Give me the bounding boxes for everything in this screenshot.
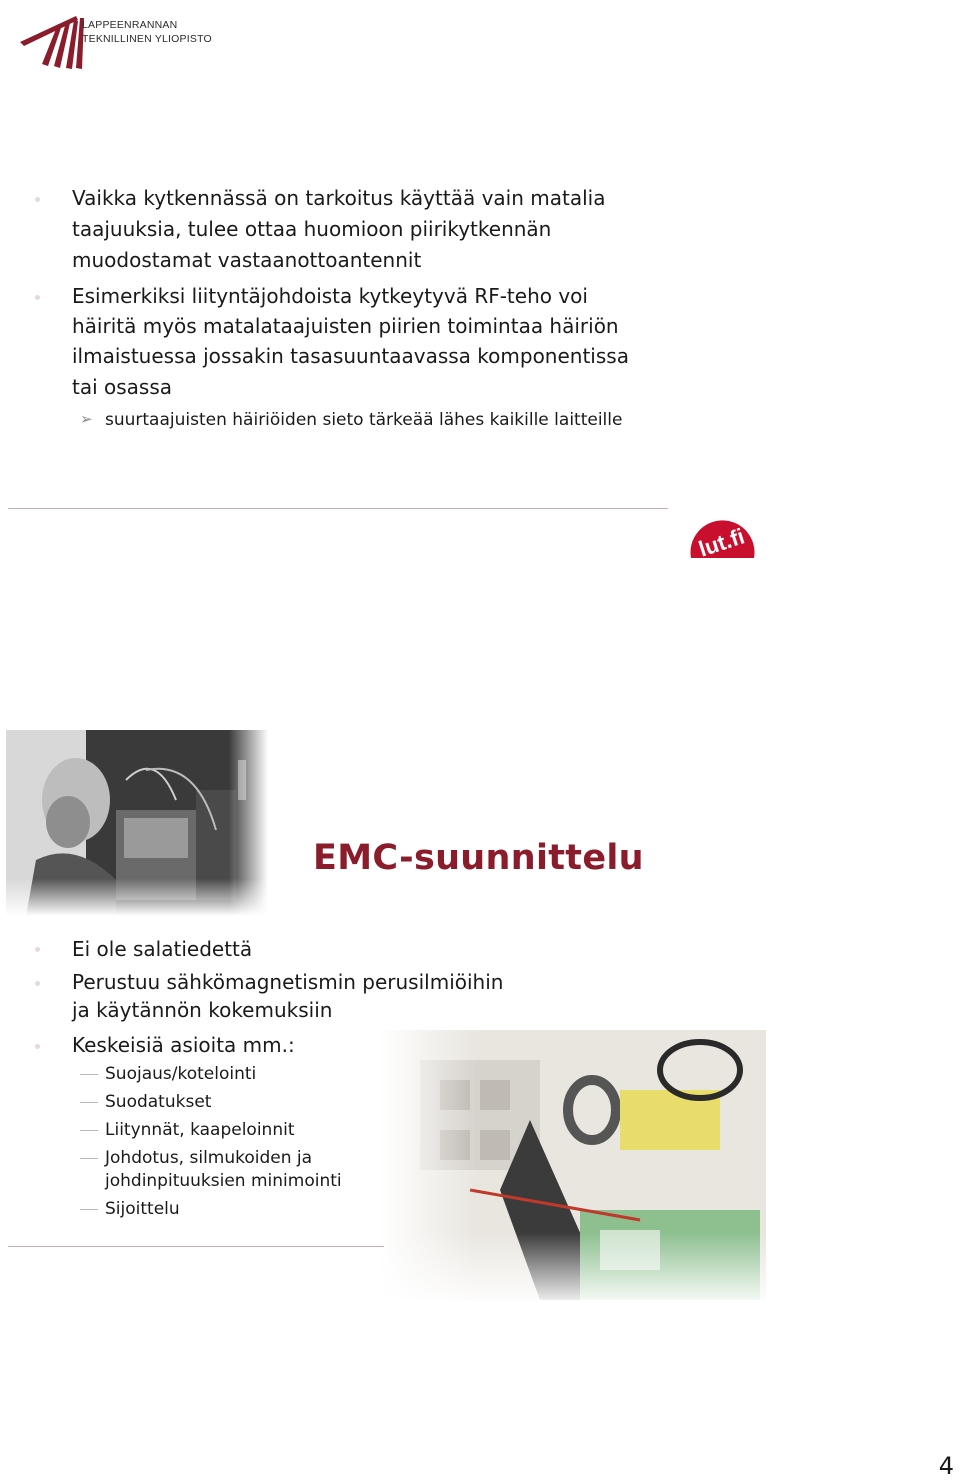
lut-fi-logo xyxy=(688,506,758,564)
bullet-dot xyxy=(35,981,40,986)
subitem-3: Liitynnät, kaapeloinnit xyxy=(105,1120,295,1140)
slide2-bullet-3: Keskeisiä asioita mm.: xyxy=(72,1033,295,1057)
subitem-4: Johdotus, silmukoiden ja xyxy=(105,1148,313,1168)
slide2-bullet-2: Perustuu sähkömagnetismin perusilmiöihin xyxy=(72,970,504,994)
bullet1-line3: muodostamat vastaanottoantennit xyxy=(72,248,422,272)
sub-bullet-1: suurtaajuisten häiriöiden sieto tärkeää lähes kaikille laitteille xyxy=(105,410,623,430)
circuit-board-photo xyxy=(380,1030,766,1300)
engineer-photo xyxy=(6,730,268,916)
slide2-bullet-1: Ei ole salatiedettä xyxy=(72,937,253,961)
dash-bullet xyxy=(80,1158,98,1159)
bullet-dot xyxy=(35,947,40,952)
university-name xyxy=(82,18,212,46)
bullet2-line2: häiritä myös matalataajuisten piirien toimintaa häiriön xyxy=(72,314,619,338)
subitem-1: Suojaus/kotelointi xyxy=(105,1064,257,1084)
slide-title: EMC-suunnittelu xyxy=(313,838,644,878)
bullet2-line3: ilmaistuessa jossakin tasasuuntaavassa komponentissa xyxy=(72,344,629,368)
bullet1-line1: Vaikka kytkennässä on tarkoitus käyttää vain matalia xyxy=(72,186,606,210)
bullet-dot xyxy=(35,295,40,300)
subitem-2: Suodatukset xyxy=(105,1092,212,1112)
divider xyxy=(8,1246,384,1247)
subitem-4-cont: johdinpituuksien minimointi xyxy=(105,1171,342,1191)
dash-bullet xyxy=(80,1130,98,1131)
bullet2-line1: Esimerkiksi liityntäjohdoista kytkeytyvä RF-teho voi xyxy=(72,284,588,308)
divider xyxy=(8,508,668,509)
dash-bullet xyxy=(80,1102,98,1103)
lut-fi-text: lut.fi xyxy=(695,523,748,562)
subitem-5: Sijoittelu xyxy=(105,1199,180,1219)
dash-bullet xyxy=(80,1074,98,1075)
slide2-bullet-2-cont: ja käytännön kokemuksiin xyxy=(72,998,333,1022)
arrow-bullet-icon: ➢ xyxy=(80,410,93,428)
bullet-dot xyxy=(35,197,40,202)
bullet2-line4: tai osassa xyxy=(72,375,173,399)
page-number: 4 xyxy=(938,1452,954,1480)
logo-line-1: LAPPEENRANNAN xyxy=(82,19,178,31)
bullet-dot xyxy=(35,1044,40,1049)
bullet1-line2: taajuuksia, tulee ottaa huomioon piirikytkennän xyxy=(72,217,552,241)
dash-bullet xyxy=(80,1209,98,1210)
logo-line-2: TEKNILLINEN YLIOPISTO xyxy=(82,33,212,45)
